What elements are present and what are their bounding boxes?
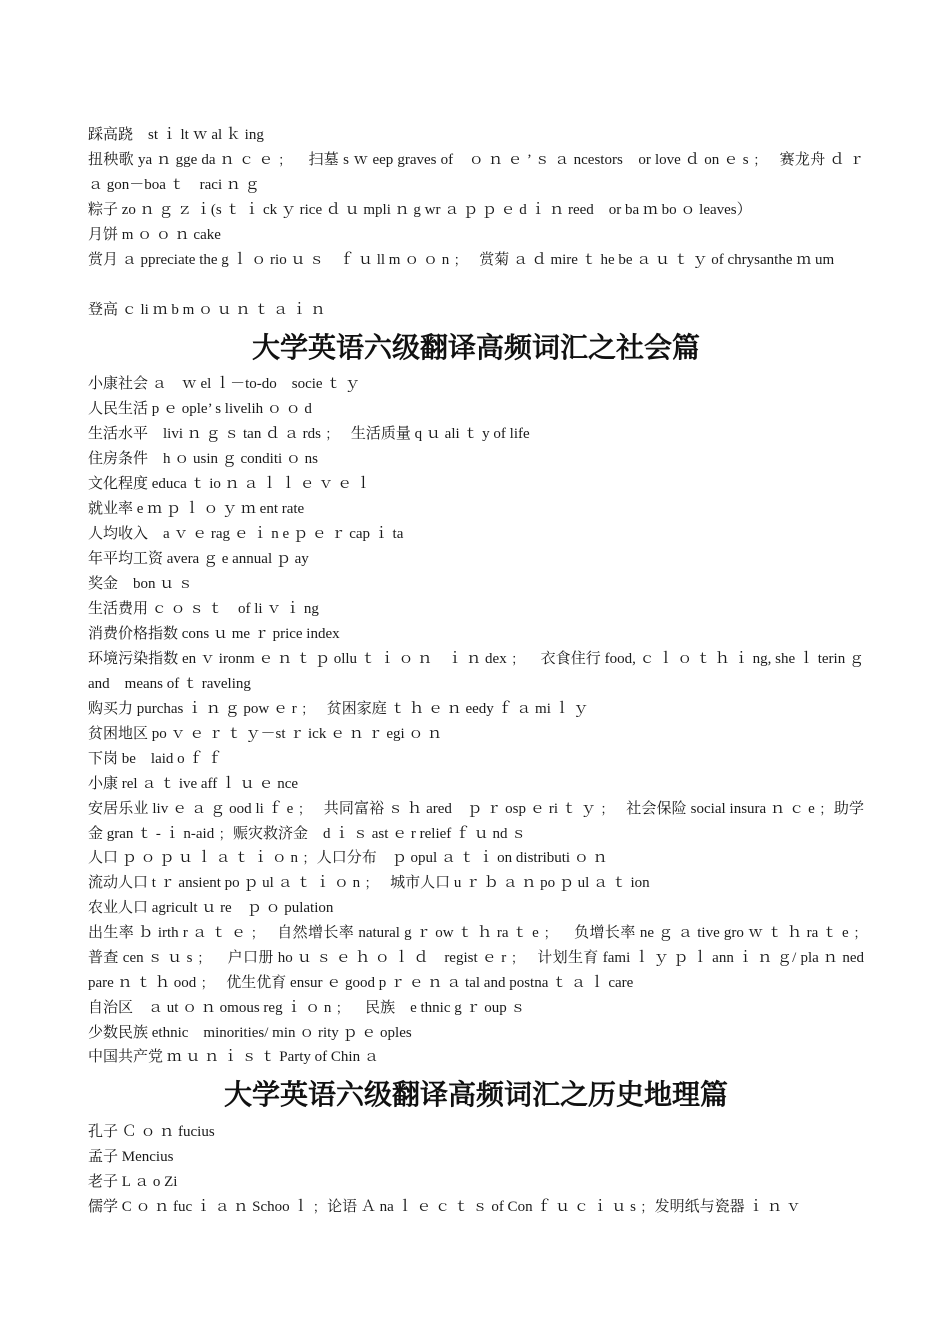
section-heading-society: 大学英语六级翻译高频词汇之社会篇 (251, 331, 700, 364)
text-line: 出生率 ｂ irth r ａ ｔ ｅ﹔ 自然增长率 natural g ｒ ow ｔ ｈ ra ｔ e﹔ 负增长率 ne ｇ ａ tive gro ｗ ｔ ｈ ra ｔ e﹔ 普查 cen ｓ ｕ s﹔ 户口册 ho ｕ ｓ ｅ ｈ ｏ ｌ ｄ regist ｅ r﹔ 计划生育 fami ｌ ｙ ｐ ｌ ann ｉ ｎ ｇ/ pla ｎ ned pare ｎ ｔ ｈ ood﹔ 优生优育 ensur ｅ good p ｒ ｅ ｎ ａ tal and postna ｔ ａ ｌ care (88, 925, 880, 991)
text-line: 踩高跷 st ｉ lt ｗ al ｋ ing (88, 127, 264, 143)
text-line: 扭秧歌 ya ｎ gge da ｎ ｃ ｅ﹔ 扫墓 s ｗ eep graves of ｏ ｎ ｅ ’ ｓ ａ ncestors or love ｄ on ｅ s﹔ 赛龙舟 ｄ ｒ ａ gon－boa ｔ raci ｎ ｇ (88, 152, 864, 193)
text-line: 人均收入 a ｖ ｅ rag ｅ ｉ n e ｐ ｅ ｒ cap ｉ ta (88, 526, 404, 542)
text-line: 生活水平 livi ｎ ｇ ｓ tan ｄ ａ rds﹔ 生活质量 q ｕ ali ｔ y of life (88, 426, 530, 442)
text-line: 安居乐业 liv ｅ ａ ｇ ood li ｆ e﹔ 共同富裕 ｓ ｈ ared ｐ ｒ osp ｅ ri ｔ ｙ﹔ 社会保险 social insura ｎ ｃ e﹔ 助学金 gran ｔ - ｉ n-aid﹔ 赈灾救济金 d ｉ ｓ ast ｅ r relief ｆ ｕ nd ｓ (88, 801, 864, 842)
text-line: 农业人口 agricult ｕ re ｐ ｏ pulation (88, 900, 334, 916)
text-line: 贫困地区 po ｖ ｅ ｒ ｔ ｙ－st ｒ ick ｅ ｎ ｒ egi ｏ ｎ (88, 726, 443, 742)
text-line: 就业率 e ｍ ｐ ｌ ｏ ｙ ｍ ent rate (88, 501, 305, 517)
text-line: 孟子 Mencius (88, 1149, 174, 1165)
text-line: 下岗 be laid o ｆ ｆ (88, 751, 223, 767)
text-line: 住房条件 h ｏ usin ｇ conditi ｏ ns (88, 451, 319, 467)
text-line: 小康 rel ａ ｔ ive aff ｌ ｕ ｅ nce (88, 776, 299, 792)
text-line: 人口 ｐ ｏ ｐ ｕ ｌ ａ ｔ ｉ ｏ n﹔ 人口分布 ｐ opul ａ ｔ ｉ on distributi ｏ ｎ (88, 850, 608, 866)
text-line: 生活费用 ｃ ｏ ｓ ｔ of li ｖ ｉ ng (88, 601, 319, 617)
text-line: 少数民族 ethnic minorities/ min ｏ rity ｐ ｅ oples (88, 1025, 412, 1041)
text-line: 自治区 ａ ut ｏ ｎ omous reg ｉ ｏ n﹔ 民族 e thnic g ｒ oup ｓ (88, 1000, 526, 1016)
text-line: 儒学 C ｏ ｎ fuc ｉ ａ ｎ Schoo ｌ﹔ 论语 Ａ na ｌ ｅ ｃ ｔ ｓ of Con ｆ ｕ ｃ ｉ ｕ s﹔ 发明纸与瓷器 ｉ ｎ ｖ (88, 1199, 801, 1215)
text-line: 文化程度 educa ｔ io ｎ ａ ｌ ｌ ｅ ｖ ｅ ｌ (88, 476, 371, 492)
text-line: 年平均工资 avera ｇ e annual ｐ ay (88, 551, 309, 567)
text-line: 老子 L ａ o Zi (88, 1174, 178, 1190)
text-line: 中国共产党 ｍ ｕ ｎ ｉ ｓ ｔ Party of Chin ａ (88, 1049, 379, 1065)
text-line: 流动人口 t ｒ ansient po ｐ ul ａ ｔ ｉ ｏ n﹔ 城市人口 u ｒ ｂ ａ ｎ po ｐ ul ａ ｔ ion (88, 875, 650, 891)
text-line: 粽子 zo ｎ ｇ ｚ ｉ(s ｔ ｉ ck ｙ rice ｄ ｕ mpli ｎ g wr ａ ｐ ｐ ｅ d ｉ ｎ reed or ba ｍ bo ｏ leaves） (88, 202, 752, 218)
section-heading-history-geography: 大学英语六级翻译高频词汇之历史地理篇 (223, 1078, 728, 1111)
text-line: 孔子 Ｃ ｏ ｎ fucius (88, 1124, 215, 1140)
text-line: 登高 ｃ li ｍ b m ｏ ｕ ｎ ｔ ａ ｉ ｎ (88, 302, 326, 318)
text-line: 环境污染指数 en ｖ ironm ｅ ｎ ｔ ｐ ollu ｔ ｉ ｏ ｎ ｉ ｎ dex﹔ 衣食住行 food, ｃ ｌ ｏ ｔ ｈ ｉ ng, she ｌ terin ｇ and means of ｔ raveling (88, 651, 864, 692)
text-line: 赏月 ａ ppreciate the g ｌ ｏ rio ｕ ｓ ｆ ｕ ll m ｏ ｏ n﹔ 赏菊 ａ ｄ mire ｔ he be ａ ｕ ｔ ｙ of chrysanthe ｍ um (88, 252, 835, 268)
text-line: 消费价格指数 cons ｕ me ｒ price index (88, 626, 340, 642)
text-line: 人民生活 p ｅ ople’ s livelih ｏ ｏ d (88, 401, 312, 417)
text-line: 购买力 purchas ｉ ｎ ｇ pow ｅ r﹔ 贫困家庭 ｔ ｈ ｅ ｎ eedy ｆ ａ mi ｌ ｙ (88, 701, 589, 717)
text-line: 月饼 m ｏ ｏ ｎ cake (88, 227, 221, 243)
text-line: 奖金 bon ｕ ｓ (88, 576, 194, 592)
text-line: 小康社会 ａ ｗ el ｌ－to-do socie ｔ ｙ (88, 376, 361, 392)
